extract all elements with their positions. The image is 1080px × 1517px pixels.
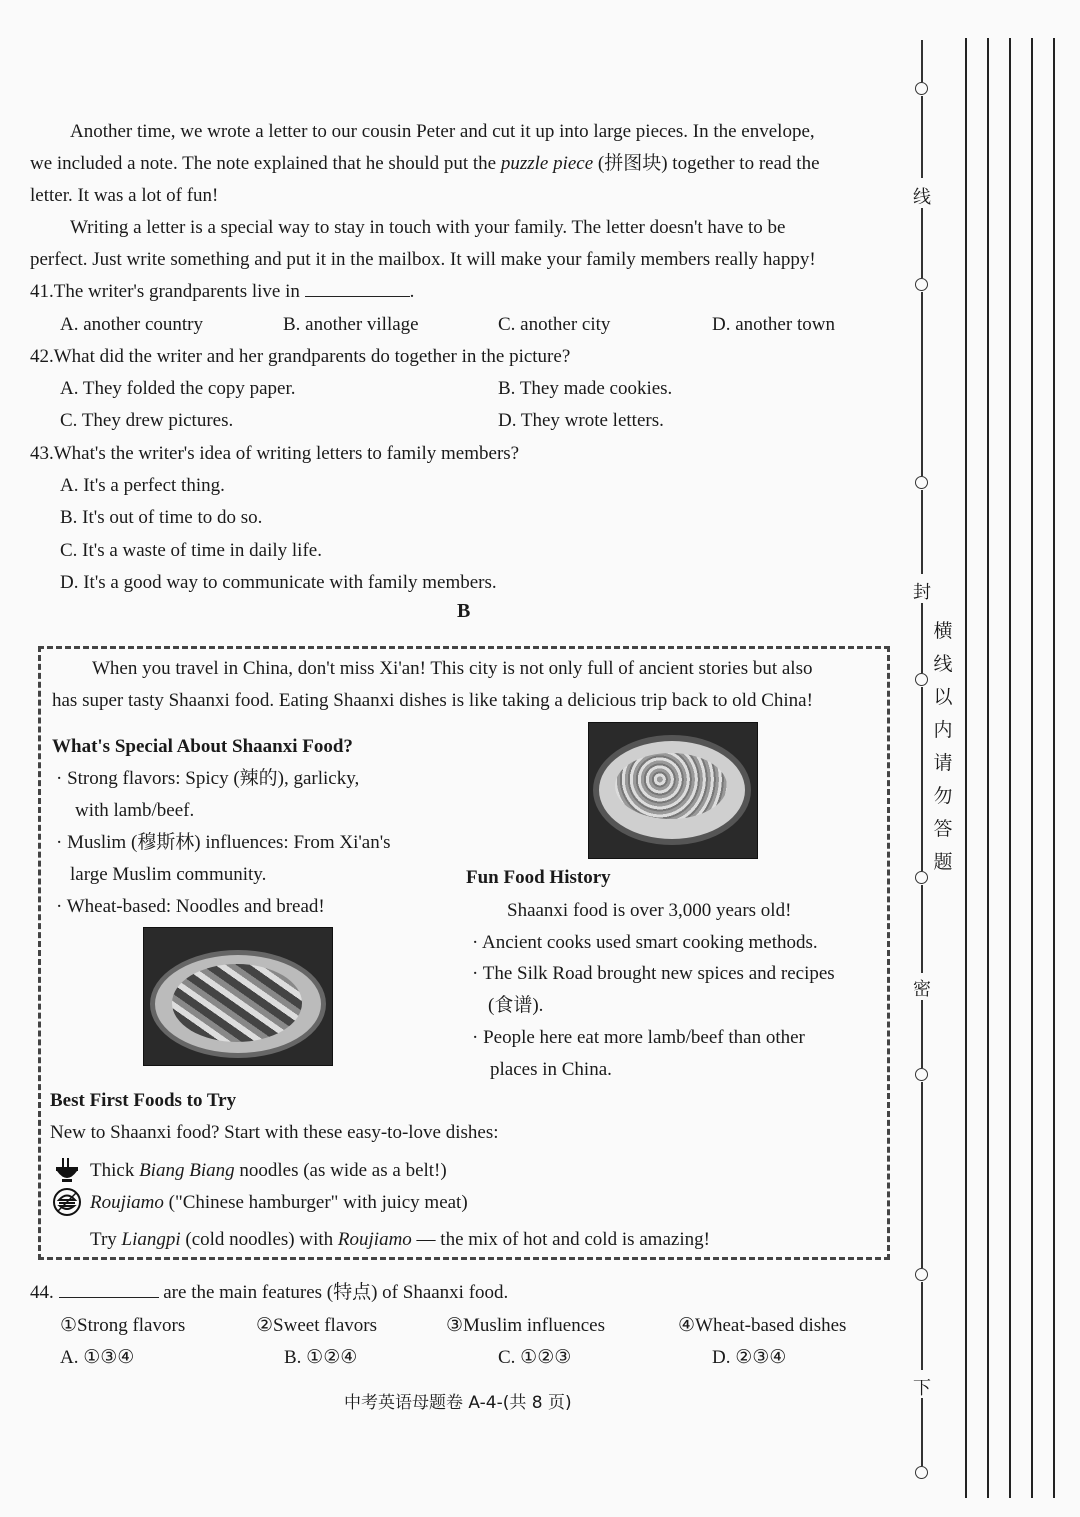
- margin-circle: [915, 82, 928, 95]
- margin-segment: [921, 490, 923, 574]
- tip-post: — the mix of hot and cold is amazing!: [411, 1229, 710, 1250]
- option-42c: C. They drew pictures.: [60, 410, 234, 431]
- margin-segment: [921, 1000, 923, 1068]
- section-b-label: B: [457, 600, 471, 622]
- margin-mark-feng: 封: [913, 582, 931, 602]
- para1-line2-rest: (拼图块) together to read the: [593, 153, 820, 174]
- notice-char: 横: [933, 621, 953, 642]
- answer-blank: [305, 278, 410, 297]
- notice-char: 题: [933, 852, 953, 873]
- dish-2-post: ("Chinese hamburger" with juicy meat): [163, 1192, 468, 1213]
- margin-circle: [915, 1466, 928, 1479]
- para1-line1: Another time, we wrote a letter to our cousin Peter and cut it up into large pieces. In the envelope,: [70, 121, 815, 142]
- option-42d: D. They wrote letters.: [498, 410, 664, 431]
- option-41b: B. another village: [283, 314, 419, 335]
- option-41a: A. another country: [60, 314, 203, 335]
- option-44a: A. ①③④: [60, 1347, 135, 1368]
- margin-circle: [915, 476, 928, 489]
- margin-segment: [921, 208, 923, 278]
- question-stem: The writer's grandparents live in: [53, 281, 300, 302]
- margin-mark-mi: 密: [913, 979, 931, 999]
- margin-segment: [921, 1282, 923, 1370]
- q44-item-2: ②Sweet flavors: [256, 1315, 377, 1336]
- question-42: [30, 341, 570, 373]
- tip-dish-1: Liangpi: [121, 1229, 181, 1250]
- food-texture: [172, 964, 302, 1042]
- option-41d: D. another town: [712, 314, 835, 335]
- margin-segment: [921, 40, 923, 82]
- special-title: What's Special About Shaanxi Food?: [52, 736, 353, 757]
- dish-2: [90, 1187, 468, 1219]
- food-photo-bowl: [588, 722, 758, 859]
- special-item-1b: with lamb/beef.: [75, 800, 195, 821]
- hamburger-icon: [52, 1187, 82, 1217]
- option-42b: B. They made cookies.: [498, 378, 673, 399]
- history-title: Fun Food History: [466, 867, 611, 888]
- question-43: [30, 438, 519, 470]
- special-item-1: · Strong flavors: Spicy (辣的), garlicky,: [56, 768, 360, 789]
- question-stem: are the main features (特点) of Shaanxi food.: [163, 1282, 509, 1303]
- option-41c: C. another city: [498, 314, 611, 335]
- option-44b: B. ①②④: [284, 1347, 358, 1368]
- margin-circle: [915, 1268, 928, 1281]
- notice-char: 答: [933, 819, 953, 840]
- margin-segment: [921, 1398, 923, 1466]
- notice-char: 内: [933, 720, 953, 741]
- writing-line: [987, 38, 989, 1498]
- tip-mid: (cold noodles) with: [180, 1229, 338, 1250]
- tip-dish-2: Roujiamo: [337, 1229, 412, 1250]
- tip-pre: Try: [90, 1229, 122, 1250]
- dish-1-name: Biang Biang: [139, 1160, 235, 1181]
- dish-2-name: Roujiamo: [90, 1192, 164, 1213]
- option-43c: C. It's a waste of time in daily life.: [60, 540, 322, 561]
- question-41: [30, 276, 414, 308]
- option-43b: B. It's out of time to do so.: [60, 507, 263, 528]
- question-stem: What did the writer and her grandparents do together in the picture?: [53, 346, 571, 367]
- dish-1: [90, 1155, 447, 1187]
- notice-char: 以: [933, 687, 953, 708]
- stem-end: .: [409, 281, 415, 302]
- margin-mark-xia: 下: [913, 1378, 931, 1398]
- para2-line1: Writing a letter is a special way to stay in touch with your family. The letter doesn't have to be: [70, 217, 786, 238]
- para1-line2: [30, 148, 820, 180]
- option-44d: D. ②③④: [712, 1347, 787, 1368]
- writing-line: [965, 38, 967, 1498]
- intro-line1: When you travel in China, don't miss Xi'an! This city is not only full of ancient stories but also: [92, 658, 813, 679]
- margin-segment: [921, 96, 923, 178]
- para1-line2-text: we included a note. The note explained that he should put the: [30, 153, 497, 174]
- margin-mark-xian: 线: [913, 187, 931, 207]
- option-44c: C. ①②③: [498, 1347, 572, 1368]
- writing-line: [1031, 38, 1033, 1498]
- margin-circle: [915, 278, 928, 291]
- para1-line3: letter. It was a lot of fun!: [30, 185, 219, 206]
- question-44: [30, 1277, 508, 1309]
- history-item-2b: (食谱).: [488, 995, 544, 1016]
- history-item-2: · The Silk Road brought new spices and recipes: [472, 963, 835, 984]
- special-item-2b: large Muslim community.: [70, 864, 267, 885]
- q44-item-1: ①Strong flavors: [60, 1315, 186, 1336]
- option-43d: D. It's a good way to communicate with family members.: [60, 572, 497, 593]
- margin-segment: [921, 1082, 923, 1268]
- margin-segment: [921, 885, 923, 973]
- question-number: 44.: [30, 1282, 54, 1303]
- writing-line: [1053, 38, 1055, 1498]
- margin-segment: [921, 603, 923, 673]
- para2-line2: perfect. Just write something and put it in the mailbox. It will make your family members really happy!: [30, 249, 816, 270]
- special-item-3: · Wheat-based: Noodles and bread!: [56, 896, 325, 917]
- best-title: Best First Foods to Try: [50, 1090, 237, 1111]
- para1-italic-term: puzzle piece: [500, 153, 594, 174]
- noodle-bowl-icon: [54, 1157, 80, 1183]
- dish-1-pre: Thick: [90, 1160, 140, 1181]
- page-footer: 中考英语母题卷 A-4-(共 8 页): [344, 1393, 572, 1413]
- writing-line: [1009, 38, 1011, 1498]
- dish-1-post: noodles (as wide as a belt!): [234, 1160, 447, 1181]
- option-43a: A. It's a perfect thing.: [60, 475, 225, 496]
- history-intro: Shaanxi food is over 3,000 years old!: [507, 900, 792, 921]
- margin-circle: [915, 673, 928, 686]
- option-42a: A. They folded the copy paper.: [60, 378, 296, 399]
- no-answer-notice: [932, 615, 954, 879]
- margin-segment: [921, 687, 923, 871]
- history-item-3: · People here eat more lamb/beef than other: [472, 1027, 805, 1048]
- food-texture: [615, 753, 727, 819]
- special-item-2: · Muslim (穆斯林) influences: From Xi'an's: [56, 832, 391, 853]
- best-intro: New to Shaanxi food? Start with these easy-to-love dishes:: [50, 1122, 499, 1143]
- question-number: 42.: [30, 346, 54, 367]
- best-tip: [90, 1224, 710, 1256]
- notice-char: 勿: [933, 786, 953, 807]
- food-photo-plate: [143, 927, 333, 1066]
- q44-item-3: ③Muslim influences: [446, 1315, 605, 1336]
- history-item-1: · Ancient cooks used smart cooking methods.: [472, 932, 818, 953]
- margin-circle: [915, 871, 928, 884]
- history-item-3b: places in China.: [490, 1059, 612, 1080]
- question-stem: What's the writer's idea of writing letters to family members?: [53, 443, 520, 464]
- notice-char: 线: [933, 654, 953, 675]
- q44-item-4: ④Wheat-based dishes: [678, 1315, 847, 1336]
- notice-char: 请: [933, 753, 953, 774]
- intro-line2: has super tasty Shaanxi food. Eating Shaanxi dishes is like taking a delicious trip back to old China!: [52, 690, 813, 711]
- margin-circle: [915, 1068, 928, 1081]
- margin-segment: [921, 292, 923, 476]
- question-number: 41.: [30, 281, 54, 302]
- question-number: 43.: [30, 443, 54, 464]
- answer-blank: [59, 1279, 159, 1298]
